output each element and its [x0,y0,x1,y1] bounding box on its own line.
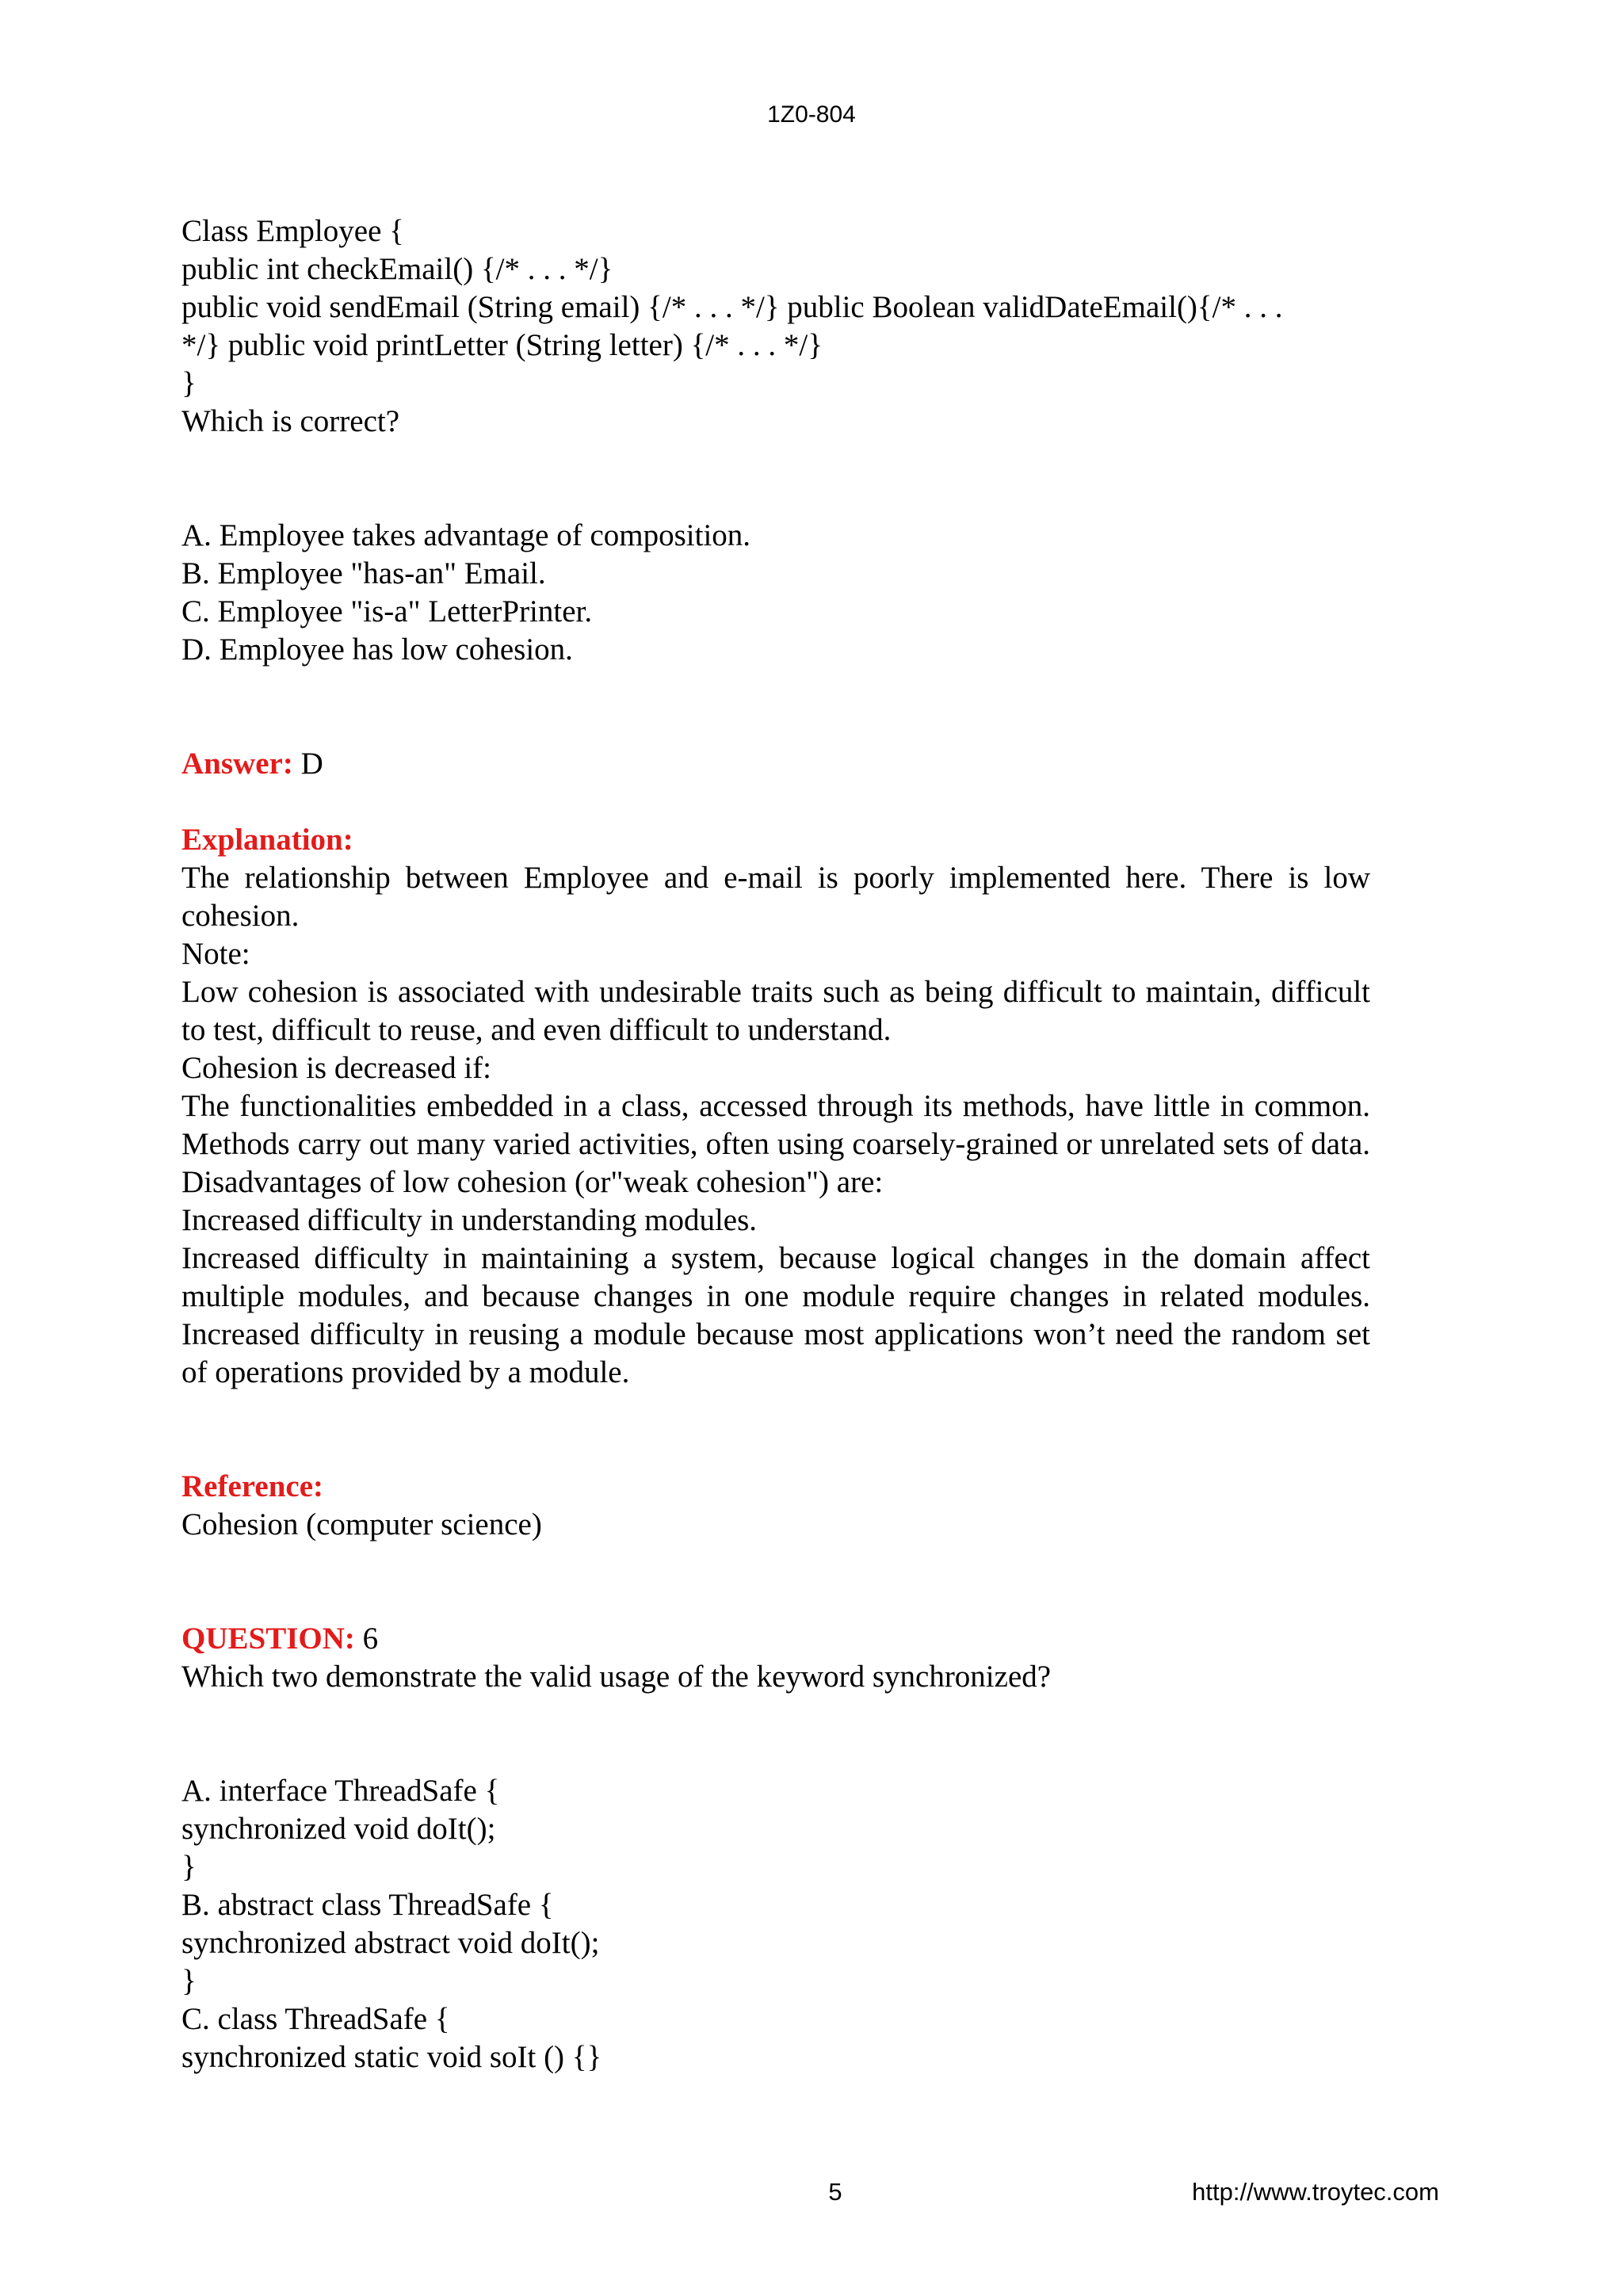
explanation-paragraph: Increased difficulty in maintaining a system, because logical changes in the domain affect multiple modules, and because changes in one module require changes in related modules. Increased difficulty in reusing a module because most applications won’t need the random set of operations provided by a module. [181,1241,1370,1389]
reference-label: Reference: [181,1469,323,1503]
question-6-line: A. interface ThreadSafe { [181,1774,500,1808]
explanation-note: Note: [181,937,250,971]
question-6-line: B. abstract class ThreadSafe { [181,1888,554,1922]
explanation-paragraph: The functionalities embedded in a class, accessed through its methods, have little in common. Methods carry out many varied activities, often using coarsely-grained or unrelated sets of data. Disadvantages of low cohesion (or"weak cohesion") are: [181,1089,1370,1199]
code-line: */} public void printLetter (String letter) {/* . . . */} [181,328,823,362]
reference-text: Cohesion (computer science) [181,1507,542,1541]
spacer [181,1544,1370,1620]
option-b: B. Employee "has-an" Email. [181,556,546,590]
answer-label: Answer: [181,747,293,781]
answer-value: D [292,747,323,781]
spacer [181,1696,1370,1772]
code-block [181,212,1370,403]
spacer [181,441,1370,517]
code-line: public void sendEmail (String email) {/* . . . */} public Boolean validDateEmail(){/* . . . [181,290,1283,324]
option-d: D. Employee has low cohesion. [181,632,573,667]
code-line: Class Employee { [181,214,404,248]
question-6-prompt: Which two demonstrate the valid usage of the keyword synchronized? [181,1660,1052,1694]
page-number: 5 [828,2178,842,2206]
code-line: } [181,366,197,400]
explanation-label: Explanation: [181,823,353,857]
explanation-section [181,821,1370,1392]
question-label: QUESTION: [181,1622,355,1656]
spacer [181,669,1370,745]
question-prompt: Which is correct? [181,404,400,438]
question-6-line: synchronized void doIt(); [181,1812,496,1846]
question-6-line: synchronized abstract void doIt(); [181,1926,600,1960]
spacer [181,1392,1370,1468]
explanation-paragraph: Increased difficulty in understanding modules. [181,1203,758,1237]
answer-options [181,517,1370,669]
question-heading [181,1620,1370,1658]
footer-url-link[interactable]: http://www.troytec.com [1192,2178,1439,2206]
code-line: public int checkEmail() {/* . . . */} [181,252,613,286]
answer-line [181,745,1370,783]
page-header-exam-code: 1Z0-804 [767,101,856,128]
page-content [181,212,1370,2076]
explanation-paragraph: Low cohesion is associated with undesirable traits such as being difficult to maintain, difficult to test, difficult to reuse, and even difficult to understand. [181,975,1370,1047]
question-6-line: C. class ThreadSafe { [181,2002,450,2036]
explanation-paragraph: The relationship between Employee and e-mail is poorly implemented here. There is low cohesion. [181,861,1370,933]
question-number: 6 [354,1622,379,1656]
question-6-line: } [181,1964,197,1998]
option-a: A. Employee takes advantage of composition. [181,518,751,552]
question-6-line: } [181,1850,197,1884]
reference-section [181,1468,1370,1544]
option-c: C. Employee "is-a" LetterPrinter. [181,594,593,628]
spacer [181,783,1370,821]
question-6-section [181,1620,1370,2076]
question-6-line: synchronized static void soIt () {} [181,2040,602,2074]
explanation-paragraph: Cohesion is decreased if: [181,1051,491,1085]
